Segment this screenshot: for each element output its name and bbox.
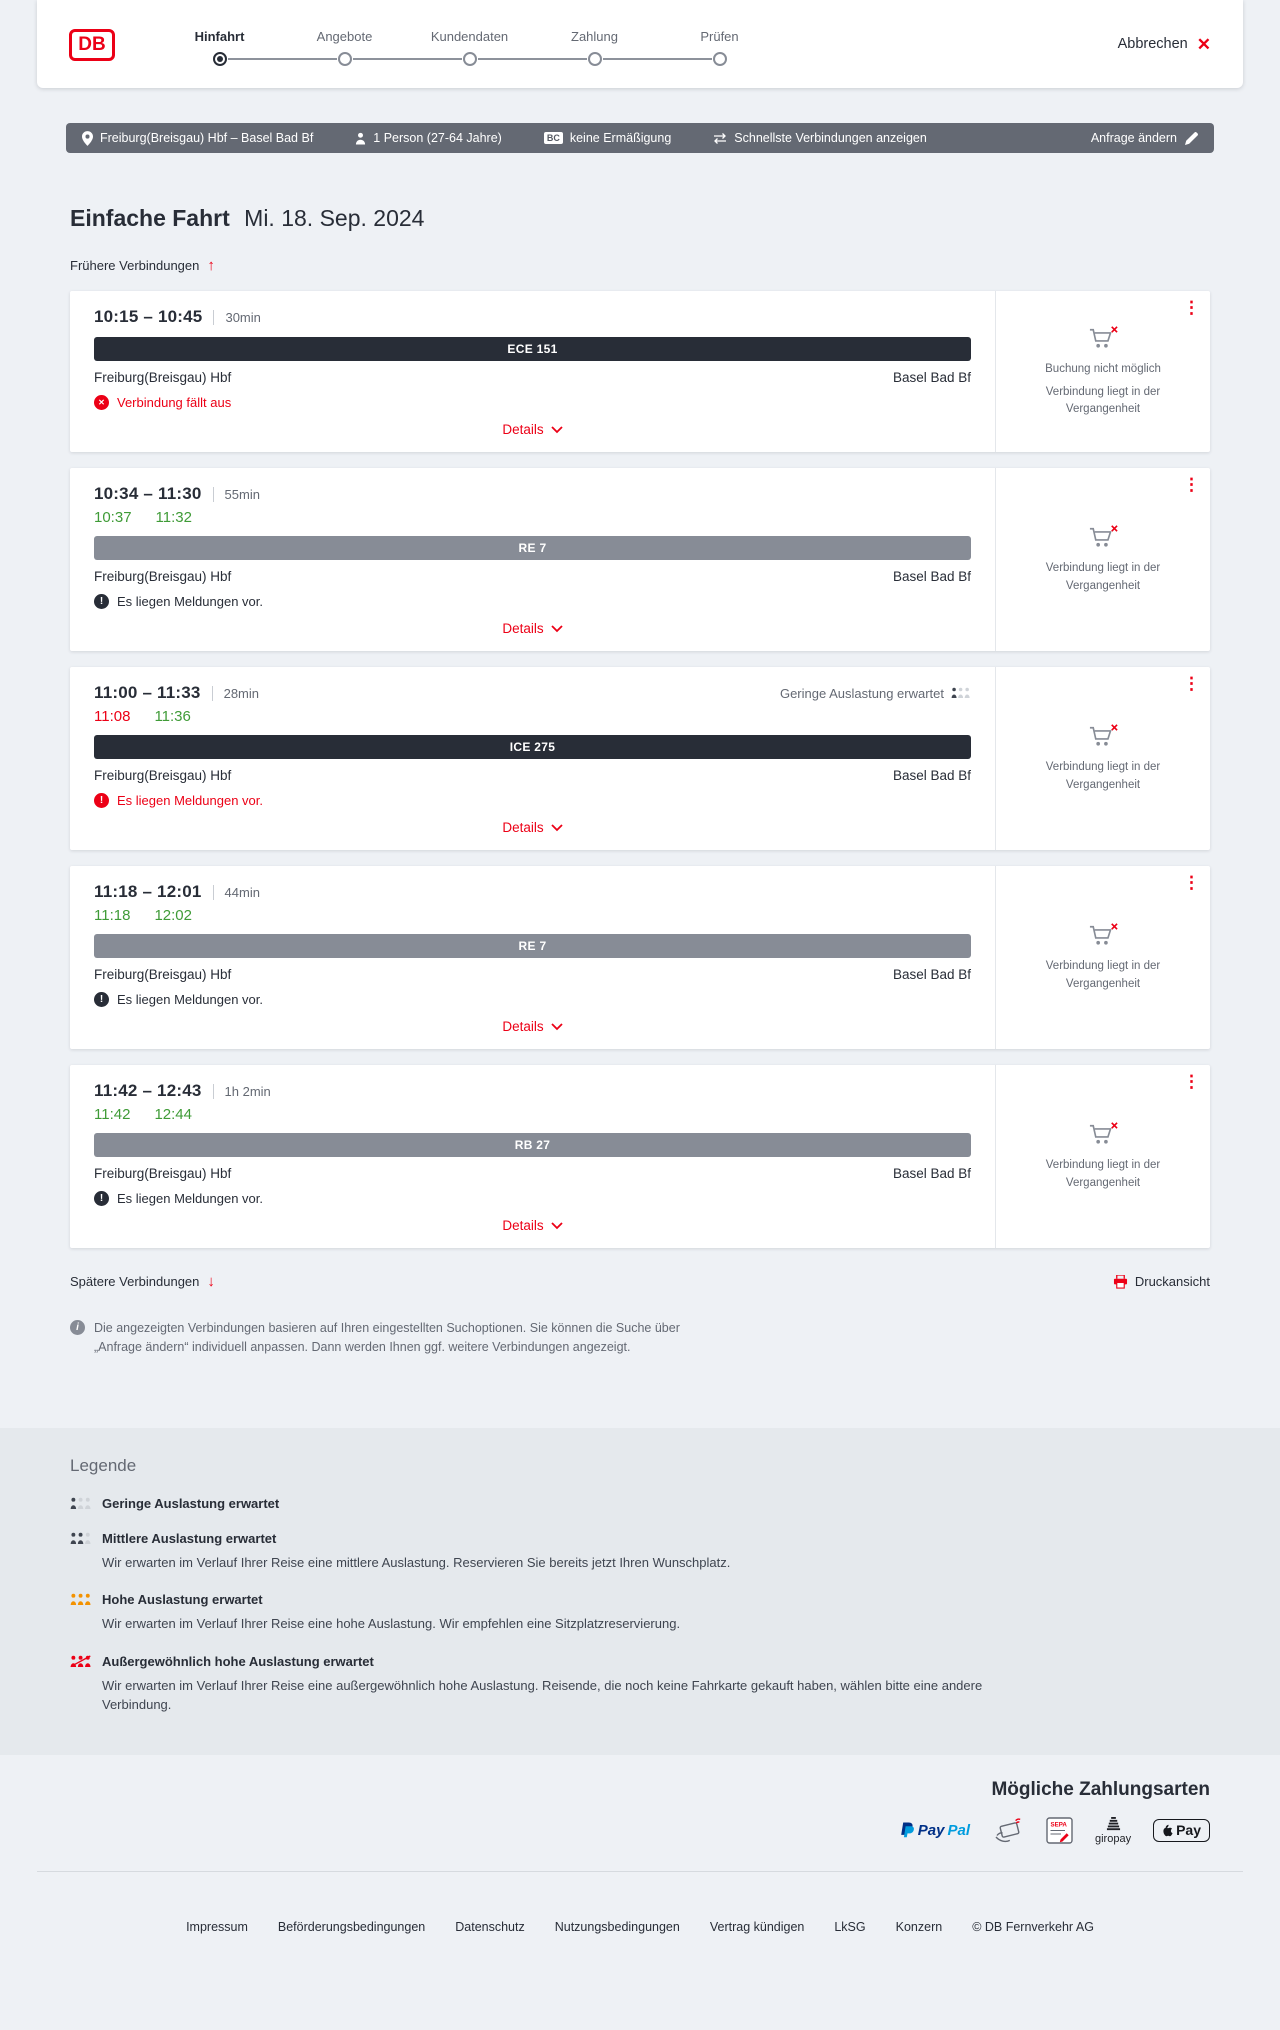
pencil-icon <box>1185 132 1198 145</box>
occupancy-icon <box>70 1593 92 1606</box>
step-dot <box>213 52 227 66</box>
step-label: Zahlung <box>571 28 618 44</box>
details-row <box>94 1018 971 1036</box>
divider <box>213 885 214 900</box>
legend-list <box>70 1496 1210 1715</box>
passenger-summary <box>355 131 502 145</box>
train-label: RE 7 <box>518 939 547 953</box>
times-row <box>94 1081 971 1101</box>
cart-unavailable-icon <box>1088 922 1119 947</box>
alert-text: Es liegen Meldungen vor. <box>117 992 263 1007</box>
apple-icon <box>1162 1824 1173 1837</box>
side-notes <box>1023 759 1183 794</box>
chevron-down-icon <box>551 824 563 832</box>
realtime-row <box>94 907 971 924</box>
connection-card <box>70 866 1210 1049</box>
chevron-down-icon <box>551 1023 563 1031</box>
step-dot <box>713 52 727 66</box>
connection-card <box>70 1065 1210 1248</box>
footer-links <box>37 1920 1243 1934</box>
print-view-button[interactable] <box>1113 1274 1210 1289</box>
cart-unavailable-icon <box>1088 524 1119 549</box>
occupancy-icon <box>951 687 971 699</box>
sort-filter-text: Schnellste Verbindungen anzeigen <box>734 131 927 145</box>
giropay-logo: giropay <box>1095 1817 1131 1845</box>
details-label: Details <box>502 1218 544 1233</box>
realtime-row <box>94 1106 971 1123</box>
step-dot <box>463 52 477 66</box>
realtime-departure: 11:18 <box>94 907 131 924</box>
times-row <box>94 882 971 902</box>
route-summary <box>82 131 313 146</box>
connection-side-panel <box>995 866 1210 1049</box>
alert-row <box>94 594 971 609</box>
route-text: Freiburg(Breisgau) Hbf – Basel Bad Bf <box>100 131 314 145</box>
later-row <box>70 1274 1210 1289</box>
details-row <box>94 819 971 837</box>
change-request-button[interactable] <box>1091 131 1198 145</box>
alert-icon: ! <box>94 1191 109 1206</box>
printer-icon <box>1113 1275 1128 1289</box>
side-notes <box>1023 560 1183 595</box>
connection-duration: 55min <box>224 486 260 502</box>
connection-times: 11:42 – 12:43 <box>94 1081 202 1100</box>
connection-side-panel <box>995 291 1210 452</box>
paypal-logo: Pay Pal <box>900 1822 970 1839</box>
times-row <box>94 484 971 504</box>
connection-times: 10:34 – 11:30 <box>94 484 202 503</box>
departure-station: Freiburg(Breisgau) Hbf <box>94 370 232 385</box>
info-note <box>70 1319 690 1358</box>
train-label-bar <box>94 735 971 759</box>
realtime-departure: 11:42 <box>94 1106 131 1123</box>
occupancy-indicator <box>780 686 971 701</box>
connections-list <box>70 291 1210 1248</box>
alert-row <box>94 992 971 1007</box>
footer <box>0 1871 1280 1982</box>
occupancy-icon <box>70 1497 92 1510</box>
later-connections-button[interactable] <box>70 1274 215 1289</box>
footer-link[interactable]: Vertrag kündigen <box>709 1919 805 1934</box>
info-circle-icon: i <box>70 1320 85 1335</box>
details-row <box>94 421 971 439</box>
occupancy-icon <box>70 1532 92 1545</box>
details-label: Details <box>502 820 544 835</box>
legend-title: Legende <box>70 1455 137 1475</box>
realtime-arrival: 11:36 <box>154 708 191 725</box>
arrival-station: Basel Bad Bf <box>892 370 971 385</box>
connection-duration: 28min <box>223 685 260 701</box>
discount-text: keine Ermäßigung <box>569 131 672 145</box>
connection-duration: 1h 2min <box>224 1083 271 1099</box>
side-note: Verbindung liegt in der Vergangenheit <box>1045 761 1161 791</box>
train-label: RB 27 <box>514 1138 551 1152</box>
step-angebote[interactable] <box>282 29 407 66</box>
journey-summary-bar <box>66 123 1214 153</box>
stations-row <box>94 1166 971 1181</box>
alert-text: Es liegen Meldungen vor. <box>117 1191 263 1206</box>
later-connections-label: Spätere Verbindungen <box>70 1274 200 1289</box>
step-dot <box>338 52 352 66</box>
results-section <box>0 205 1280 1428</box>
legend-item-description: Wir erwarten im Verlauf Ihrer Reise eine hohe Auslastung. Wir empfehlen eine Sitzplatzreservierung. <box>102 1616 681 1632</box>
copyright: © DB Fernverkehr AG <box>972 1919 1094 1934</box>
connection-main <box>70 291 995 452</box>
side-notes <box>1023 361 1183 419</box>
kebab-menu-button[interactable]: ⋮ <box>1183 475 1200 494</box>
side-notes <box>1023 1157 1183 1192</box>
side-note: Buchung nicht möglich <box>1045 362 1161 375</box>
step-dot <box>588 52 602 66</box>
footer-link[interactable]: Impressum <box>186 1919 248 1934</box>
stations-row <box>94 768 971 783</box>
step-label: Hinfahrt <box>194 28 245 44</box>
arrival-station: Basel Bad Bf <box>892 569 971 584</box>
step-label: Angebote <box>316 28 373 44</box>
passengers-text: 1 Person (27-64 Jahre) <box>373 131 502 145</box>
alert-text: Es liegen Meldungen vor. <box>117 793 263 808</box>
swap-arrows-icon <box>713 133 727 144</box>
alert-row <box>94 793 971 808</box>
chevron-down-icon <box>551 426 563 434</box>
svg-text:SEPA: SEPA <box>1050 1821 1067 1829</box>
footer-link[interactable]: LkSG <box>834 1919 866 1934</box>
arrow-down-icon: ↓ <box>207 1273 215 1290</box>
train-label-bar <box>94 536 971 560</box>
times-row <box>94 683 971 703</box>
train-label-bar <box>94 934 971 958</box>
stations-row <box>94 370 971 385</box>
change-request-label: Anfrage ändern <box>1090 131 1177 145</box>
legend-item-label: Geringe Auslastung erwartet <box>102 1495 280 1511</box>
details-row <box>94 620 971 638</box>
credit-card-logo <box>992 1817 1024 1845</box>
alert-icon: ✕ <box>94 395 109 410</box>
connection-side-panel <box>995 468 1210 651</box>
train-label-bar <box>94 337 971 361</box>
earlier-connections-button[interactable] <box>70 258 215 273</box>
realtime-arrival: 12:02 <box>154 907 192 924</box>
train-label-bar <box>94 1133 971 1157</box>
departure-station: Freiburg(Breisgau) Hbf <box>94 768 232 783</box>
connection-duration: 44min <box>224 884 260 900</box>
departure-station: Freiburg(Breisgau) Hbf <box>94 967 232 982</box>
side-note: Verbindung liegt in der Vergangenheit <box>1045 1159 1161 1189</box>
alert-icon: ! <box>94 992 109 1007</box>
cancel-button[interactable] <box>1118 36 1211 53</box>
side-note: Verbindung liegt in der Vergangenheit <box>1045 960 1161 990</box>
step-pr-fen[interactable] <box>657 29 782 66</box>
sepa-icon <box>1046 1817 1073 1844</box>
alert-text: Es liegen Meldungen vor. <box>117 594 263 609</box>
payment-section <box>0 1755 1280 1871</box>
side-notes <box>1023 958 1183 993</box>
apple-pay-logo: Pay <box>1153 1819 1210 1842</box>
details-toggle[interactable] <box>502 1019 562 1034</box>
realtime-row <box>94 509 971 526</box>
trip-type-title: Einfache Fahrt <box>70 205 230 231</box>
payment-title: Mögliche Zahlungsarten <box>991 1778 1210 1800</box>
details-toggle[interactable] <box>502 621 562 636</box>
departure-station: Freiburg(Breisgau) Hbf <box>94 1166 232 1181</box>
trip-date: Mi. 18. Sep. 2024 <box>244 205 425 231</box>
legend-item <box>70 1654 1210 1715</box>
legend-item <box>70 1592 1210 1634</box>
cart-unavailable-icon <box>1088 723 1119 748</box>
divider <box>213 310 214 325</box>
alert-icon: ! <box>94 594 109 609</box>
arrow-up-icon: ↑ <box>207 257 215 274</box>
connection-times: 11:18 – 12:01 <box>94 882 202 901</box>
divider <box>213 487 214 502</box>
kebab-menu-button[interactable]: ⋮ <box>1183 674 1200 693</box>
connection-main <box>70 866 995 1049</box>
print-view-label: Druckansicht <box>1134 1274 1210 1289</box>
connection-side-panel <box>995 1065 1210 1248</box>
occupancy-label: Geringe Auslastung erwartet <box>779 685 944 701</box>
alert-icon: ! <box>94 793 109 808</box>
info-note-text: Die angezeigten Verbindungen basieren auf Ihren eingestellten Suchoptionen. Sie können die Suche über „Anfrage ändern“ individuell anpassen. Dann werden Ihnen ggf. weitere Verbindungen angezeigt. <box>94 1321 680 1355</box>
sort-filter-summary <box>713 131 927 145</box>
connection-times: 11:00 – 11:33 <box>94 683 201 702</box>
step-label: Prüfen <box>700 28 739 44</box>
train-label: ICE 275 <box>509 740 556 754</box>
connection-main <box>70 1065 995 1248</box>
side-note: Verbindung liegt in der Vergangenheit <box>1045 385 1161 416</box>
chevron-down-icon <box>551 625 563 633</box>
kebab-menu-button[interactable]: ⋮ <box>1183 1072 1200 1091</box>
realtime-departure: 10:37 <box>94 509 132 526</box>
alert-text: Verbindung fällt aus <box>117 395 232 410</box>
cart-unavailable-icon <box>1088 325 1119 350</box>
legend-item-description: Wir erwarten im Verlauf Ihrer Reise eine mittlere Auslastung. Reservieren Sie bereits jetzt Ihren Wunschplatz. <box>102 1554 731 1570</box>
side-note: Verbindung liegt in der Vergangenheit <box>1045 562 1161 592</box>
step-zahlung[interactable] <box>532 29 657 66</box>
arrival-station: Basel Bad Bf <box>892 1166 971 1181</box>
details-label: Details <box>502 1019 544 1034</box>
realtime-arrival: 11:32 <box>155 509 192 526</box>
step-label: Kundendaten <box>430 28 509 44</box>
step-kundendaten[interactable] <box>407 29 532 66</box>
alert-row <box>94 1191 971 1206</box>
discount-summary <box>544 131 671 145</box>
alert-row <box>94 395 971 410</box>
arrival-station: Basel Bad Bf <box>892 967 971 982</box>
cart-unavailable-icon <box>1088 1121 1119 1146</box>
legend-item-label: Mittlere Auslastung erwartet <box>102 1530 277 1546</box>
legend-item-label: Hohe Auslastung erwartet <box>102 1592 263 1608</box>
sepa-logo <box>1046 1817 1073 1844</box>
giropay-icon <box>1105 1817 1122 1832</box>
step-hinfahrt[interactable] <box>157 29 282 66</box>
divider <box>212 686 213 701</box>
paypal-icon <box>900 1822 915 1839</box>
details-toggle[interactable] <box>502 1218 562 1233</box>
details-toggle[interactable] <box>502 820 562 835</box>
credit-card-hand-icon <box>992 1817 1024 1845</box>
train-label: RE 7 <box>518 541 547 555</box>
kebab-menu-button[interactable]: ⋮ <box>1183 873 1200 892</box>
occupancy-icon <box>70 1655 92 1668</box>
details-row <box>94 1217 971 1235</box>
connection-side-panel <box>995 667 1210 850</box>
divider <box>213 1084 214 1099</box>
connection-card <box>70 468 1210 651</box>
arrival-station: Basel Bad Bf <box>892 768 971 783</box>
connection-card <box>70 291 1210 452</box>
details-label: Details <box>502 422 544 437</box>
footer-link[interactable]: Nutzungsbedingungen <box>554 1919 680 1934</box>
connection-main <box>70 468 995 651</box>
legend-item <box>70 1531 1210 1573</box>
details-toggle[interactable] <box>502 422 562 437</box>
payment-logos <box>70 1817 1210 1845</box>
legend-item-description: Wir erwarten im Verlauf Ihrer Reise eine außergewöhnlich hohe Auslastung. Reisende, die noch keine Fahrkarte gekauft haben, wählen bitte eine andere Verbindung. <box>102 1677 983 1713</box>
legend-section <box>0 1428 1280 1755</box>
realtime-arrival: 12:44 <box>154 1106 192 1123</box>
connection-duration: 30min <box>225 309 261 325</box>
connection-main <box>70 667 995 850</box>
kebab-menu-button[interactable]: ⋮ <box>1183 298 1200 317</box>
person-icon <box>355 132 366 145</box>
page-title <box>70 205 1210 232</box>
close-icon: ✕ <box>1196 34 1211 54</box>
departure-station: Freiburg(Breisgau) Hbf <box>94 569 232 584</box>
progress-stepper <box>157 29 782 66</box>
connection-card <box>70 667 1210 850</box>
train-label: ECE 151 <box>507 342 558 356</box>
app-header <box>37 0 1243 88</box>
earlier-connections-label: Frühere Verbindungen <box>70 258 200 273</box>
times-row <box>94 307 971 327</box>
footer-link[interactable]: Konzern <box>895 1919 943 1934</box>
realtime-row <box>94 708 971 725</box>
connection-times: 10:15 – 10:45 <box>94 307 203 326</box>
location-pin-icon <box>82 131 93 146</box>
details-label: Details <box>502 621 544 636</box>
chevron-down-icon <box>551 1222 563 1230</box>
bahncard-badge: BC <box>544 132 563 145</box>
db-logo[interactable]: DB <box>69 29 115 61</box>
legend-item <box>70 1496 1210 1511</box>
cancel-label: Abbrechen <box>1117 36 1188 52</box>
legend-item-label: Außergewöhnlich hohe Auslastung erwartet <box>102 1653 374 1669</box>
stations-row <box>94 569 971 584</box>
footer-link[interactable]: Datenschutz <box>455 1919 525 1934</box>
footer-link[interactable]: Beförderungsbedingungen <box>277 1919 426 1934</box>
stations-row <box>94 967 971 982</box>
realtime-departure: 11:08 <box>94 708 131 725</box>
